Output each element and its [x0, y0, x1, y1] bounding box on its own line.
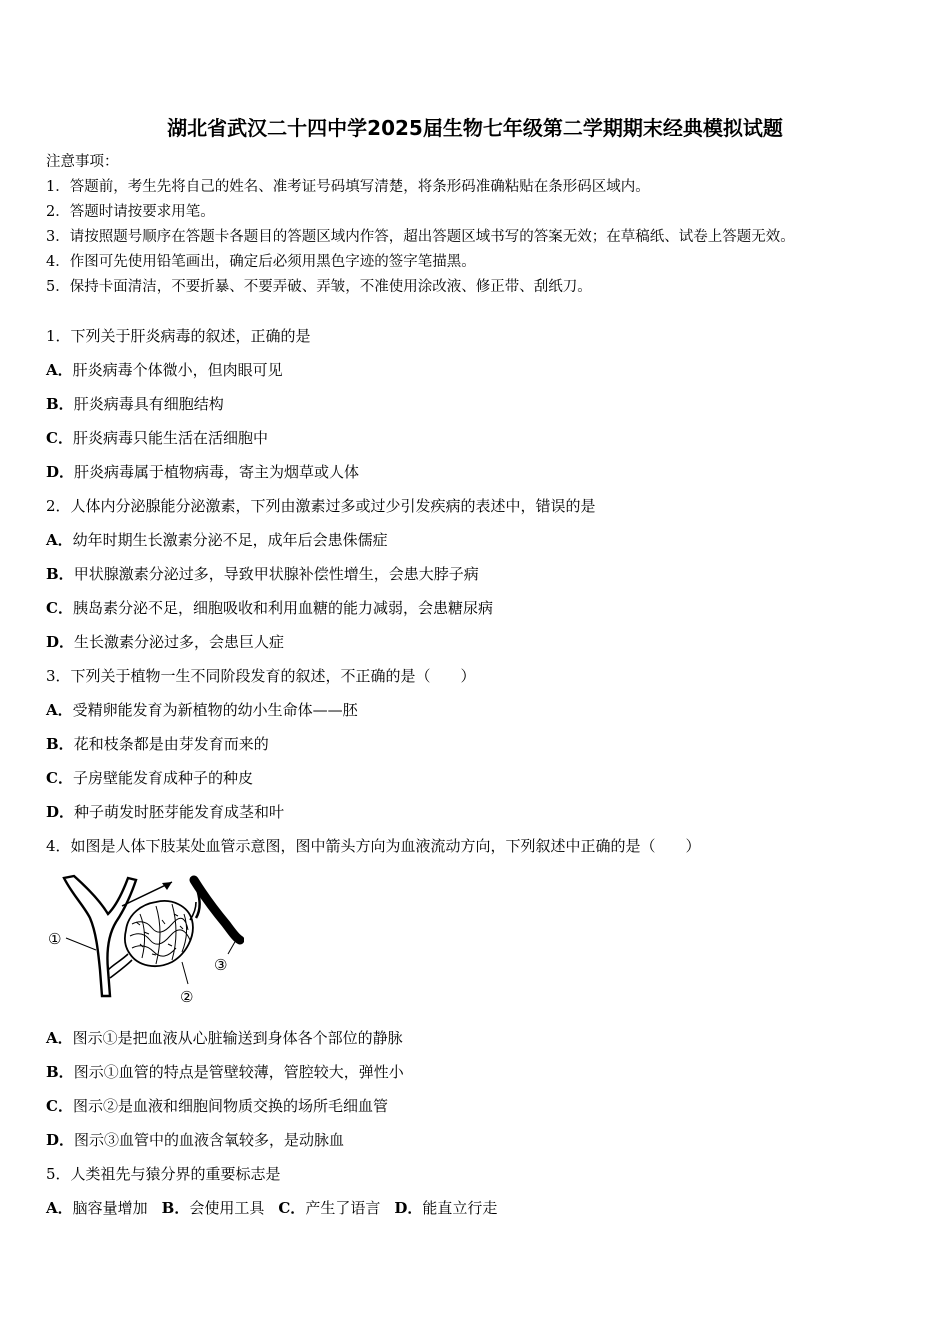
option-key: B． — [161, 1199, 190, 1217]
question-2-option-a — [46, 530, 388, 550]
option-key: B． — [46, 395, 74, 413]
leader-2 — [182, 962, 188, 984]
option-text: 图示①是把血液从心脏输送到身体各个部位的静脉 — [72, 1029, 403, 1047]
note-item: 4．作图可先使用铅笔画出，确定后必须用黑色字迹的签字笔描黑。 — [46, 254, 476, 270]
leader-3 — [228, 940, 236, 954]
option-key: D． — [46, 633, 75, 651]
note-item: 5．保持卡面清洁，不要折暴、不要弄破、弄皱，不准使用涂改液、修正带、刮纸刀。 — [46, 279, 592, 295]
question-2-option-c — [46, 598, 493, 618]
notes-section — [46, 150, 795, 300]
option-key: C． — [46, 599, 73, 617]
question-4-option-d — [46, 1130, 344, 1150]
option-key: A． — [46, 1029, 73, 1047]
option-text: 胰岛素分泌不足，细胞吸收和利用血糖的能力减弱，会患糖尿病 — [72, 599, 493, 617]
option-text: 图示③血管中的血液含氧较多，是动脉血 — [74, 1131, 345, 1149]
option-text: 花和枝条都是由芽发育而来的 — [73, 735, 269, 753]
question-1-option-a — [46, 360, 283, 380]
question-5-options — [46, 1198, 497, 1218]
option-key: D． — [46, 463, 75, 481]
question-3-option-c — [46, 768, 253, 788]
option-key: D． — [46, 803, 75, 821]
option-text: 脑容量增加 — [72, 1199, 148, 1217]
option-text: 肝炎病毒属于植物病毒，寄主为烟草或人体 — [74, 463, 360, 481]
option-text: 产生了语言 — [305, 1199, 381, 1217]
option-text: 幼年时期生长激素分泌不足，成年后会患侏儒症 — [72, 531, 388, 549]
option-text: 甲状腺激素分泌过多，导致甲状腺补偿性增生，会患大脖子病 — [73, 565, 479, 583]
figure-label-3: ③ — [214, 956, 228, 974]
question-4-stem: 4．如图是人体下肢某处血管示意图，图中箭头方向为血液流动方向，下列叙述中正确的是（ ） — [46, 837, 701, 855]
question-1-option-d — [46, 462, 359, 482]
option-key: B． — [46, 565, 74, 583]
figure-label-1: ① — [48, 930, 62, 948]
question-1-stem: 1．下列关于肝炎病毒的叙述，正确的是 — [46, 327, 311, 345]
question-3-option-a — [46, 700, 358, 720]
option-text: 种子萌发时胚芽能发育成茎和叶 — [74, 803, 285, 821]
question-1-option-b — [46, 394, 224, 414]
question-2-option-d — [46, 632, 284, 652]
option-key: B． — [46, 1063, 74, 1081]
option-key: B． — [46, 735, 74, 753]
note-item: 3．请按照题号顺序在答题卡各题目的答题区域内作答，超出答题区域书写的答案无效；在草稿纸、试卷上答题无效。 — [46, 229, 795, 245]
question-2-stem: 2．人体内分泌腺能分泌激素，下列由激素过多或过少引发疾病的表述中，错误的是 — [46, 497, 596, 515]
question-1-option-c — [46, 428, 268, 448]
connector-left — [108, 954, 132, 978]
question-4-option-a — [46, 1028, 403, 1048]
option-text: 肝炎病毒具有细胞结构 — [73, 395, 224, 413]
option-text: 能直立行走 — [422, 1199, 498, 1217]
option-key: C． — [278, 1199, 306, 1217]
option-text: 图示①血管的特点是管壁较薄，管腔较大，弹性小 — [73, 1063, 404, 1081]
option-text: 肝炎病毒个体微小，但肉眼可见 — [72, 361, 283, 379]
notes-heading: 注意事项： — [46, 154, 119, 170]
blood-vessel-diagram — [44, 874, 244, 1008]
option-key: D． — [46, 1131, 75, 1149]
vessel-3-shape — [194, 880, 240, 940]
option-text: 会使用工具 — [189, 1199, 265, 1217]
figure-label-2: ② — [180, 988, 194, 1006]
question-3-option-d — [46, 802, 284, 822]
option-key: C． — [46, 1097, 73, 1115]
note-item: 2．答题时请按要求用笔。 — [46, 204, 215, 220]
question-3-option-b — [46, 734, 269, 754]
option-text: 生长激素分泌过多，会患巨人症 — [74, 633, 285, 651]
leader-1 — [66, 938, 96, 950]
option-text: 受精卵能发育为新植物的幼小生命体——胚 — [72, 701, 358, 719]
option-key: A． — [46, 1199, 73, 1217]
question-5-stem: 5．人类祖先与猿分界的重要标志是 — [46, 1165, 281, 1183]
question-3-stem: 3．下列关于植物一生不同阶段发育的叙述，不正确的是（ ） — [46, 667, 476, 685]
option-text: 肝炎病毒只能生活在活细胞中 — [72, 429, 268, 447]
option-key: D． — [394, 1199, 423, 1217]
option-text: 子房壁能发育成种子的种皮 — [72, 769, 253, 787]
option-key: C． — [46, 429, 73, 447]
option-key: A． — [46, 701, 73, 719]
question-4-option-b — [46, 1062, 404, 1082]
question-2-option-b — [46, 564, 479, 584]
capillary-outline — [125, 901, 193, 966]
option-key: A． — [46, 361, 73, 379]
question-4-option-c — [46, 1096, 388, 1116]
note-item: 1．答题前，考生先将自己的姓名、准考证号码填写清楚，将条形码准确粘贴在条形码区域内。 — [46, 179, 650, 195]
document-title: 湖北省武汉二十四中学2025届生物七年级第二学期期末经典模拟试题 — [167, 116, 783, 140]
option-text: 图示②是血液和细胞间物质交换的场所毛细血管 — [72, 1097, 388, 1115]
option-key: C． — [46, 769, 73, 787]
option-key: A． — [46, 531, 73, 549]
